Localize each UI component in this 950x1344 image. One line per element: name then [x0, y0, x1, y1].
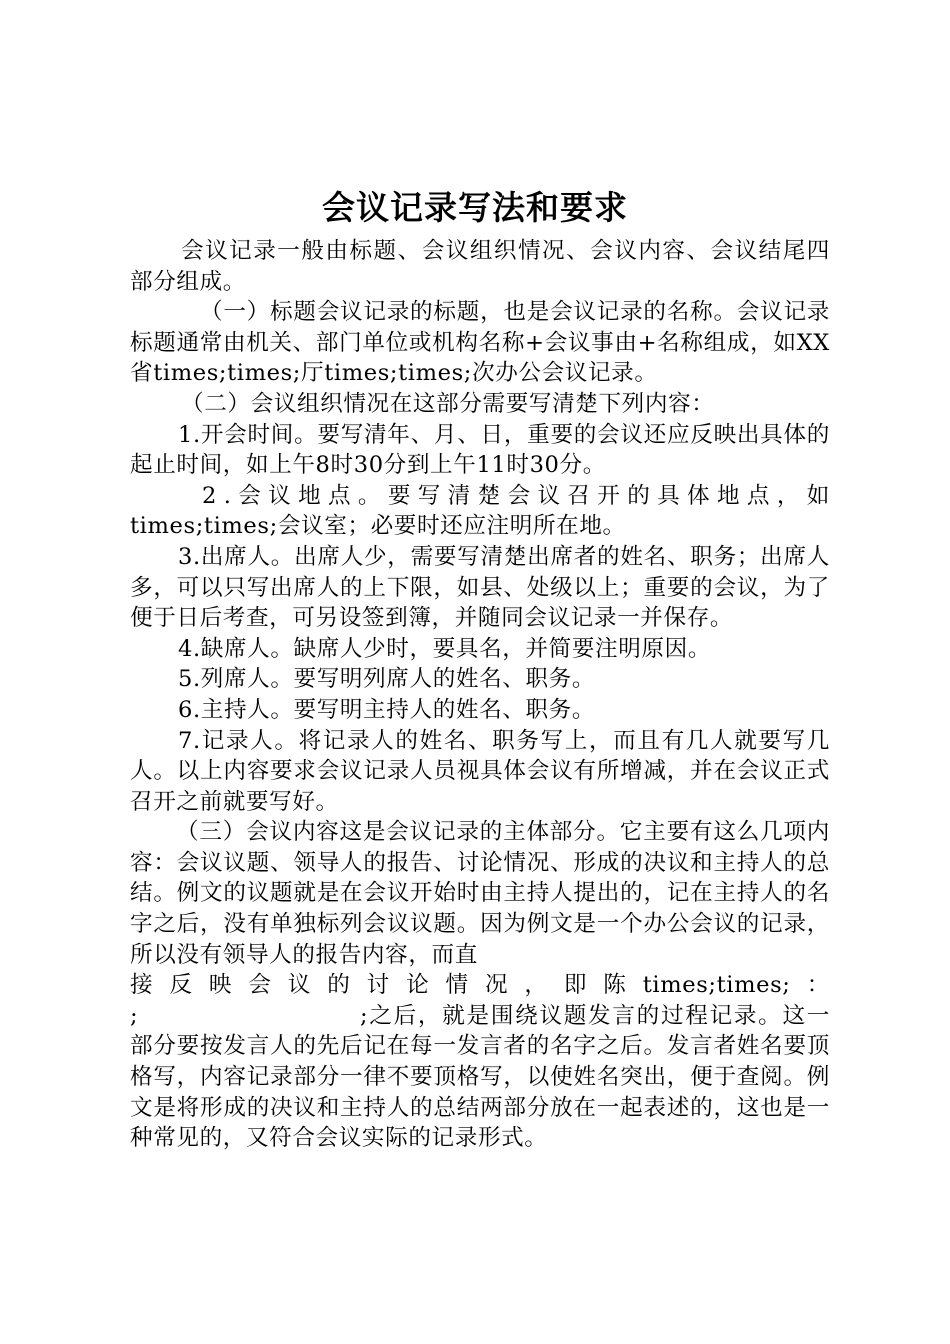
paragraph-section-3-cont: ;之后，就是围绕议题发言的过程记录。这一部分要按发言人的先后记在每一发言者的名字之后。发言者姓名要顶格写，内容记录部分一律不要顶格写，以使姓名突出，便于查阅。例文是将形成的决议和主持人的总结两部分放在一起表述的，这也是一种常见的，又符合会议实际的记录形式。 — [130, 1002, 830, 1152]
paragraph-section-3-spread — [130, 970, 830, 1001]
list-item-location — [130, 481, 830, 512]
list-item-absentees: 4.缺席人。缺席人少时，要具名，并简要注明原因。 — [178, 635, 712, 662]
location-line-char: 地 — [298, 482, 322, 509]
spread-line-token: 况 — [484, 972, 509, 999]
location-line-char: 议 — [537, 482, 561, 509]
spread-line-token: 反 — [169, 972, 193, 999]
location-line-char: 清 — [447, 482, 471, 509]
location-line-char: 写 — [417, 482, 441, 509]
location-line-char: 的 — [627, 482, 651, 509]
list-item-attendees: 3.出席人。出席人少，需要写清楚出席者的姓名、职务；出席人多，可以只写出席人的上下限，如县、处级以上；重要的会议，为了便于日后考查，可另设签到簿，并随同会议记录一并保存。 — [130, 543, 830, 632]
list-item-observers: 5.列席人。要写明列席人的姓名、职务。 — [178, 666, 596, 693]
spread-line-token: 情 — [445, 972, 469, 999]
paragraph-section-2: （二）会议组织情况在这部分需要写清楚下列内容： — [181, 390, 715, 417]
location-line-char: 如 — [806, 482, 830, 509]
location-line-char: . — [223, 482, 232, 509]
location-line-char: 召 — [567, 482, 591, 509]
spread-line-token: 议 — [287, 972, 311, 999]
location-line-char: 会 — [507, 482, 531, 509]
spread-line-token: 的 — [327, 972, 351, 999]
location-line-char: 点 — [746, 482, 771, 509]
spread-line-token: 即 — [563, 972, 588, 999]
location-line-char: 议 — [268, 482, 292, 509]
list-item-location-cont: times;times;会议室；必要时还应注明所在地。 — [130, 513, 626, 540]
spread-line-token: 映 — [208, 972, 233, 999]
location-line-char: 会 — [238, 482, 262, 509]
spread-line-token: times;times; — [642, 972, 791, 999]
spread-line-token: 接 — [130, 972, 154, 999]
location-line-char: ， — [776, 482, 801, 509]
gap-semicolon-start: ; — [130, 1002, 139, 1029]
spread-line-token: 论 — [406, 972, 430, 999]
spread-line-token: 陈 — [603, 972, 627, 999]
spread-line-token: 会 — [248, 972, 272, 999]
location-line-char: 体 — [687, 482, 711, 509]
location-line-char: 。 — [357, 482, 382, 509]
paragraph-section-1: （一）标题会议记录的标题，也是会议记录的名称。会议记录标题通常由机关、部门单位或机构名称+会议事由+名称组成，如XX省times;times;厅times;times;次办公会议记录。 — [130, 299, 830, 387]
spread-line-token: ， — [524, 972, 548, 999]
spread-line-token: ： — [806, 972, 830, 999]
list-item-time: 1.开会时间。要写清年、月、日，重要的会议还应反映出具体的起止时间，如上午8时30分到上午11时30分。 — [130, 421, 830, 479]
paragraph-section-3: （三）会议内容这是会议记录的主体部分。它主要有这么几项内容：会议议题、领导人的报告、讨论情况、形成的决议和主持人的总结。例文的议题就是在会议开始时由主持人提出的，记在主持人的名字之后，没有单独标列会议议题。因为例文是一个办公会议的记录，所以没有领导人的报告内容，而直 — [130, 819, 830, 968]
location-line-char: 2 — [202, 482, 217, 509]
location-line-char: 地 — [716, 482, 741, 509]
list-item-recorder: 7.记录人。将记录人的姓名、职务写上，而且有几人就要写几人。以上内容要求会议记录人员视具体会议有所增减，并在会议正式召开之前就要写好。 — [130, 727, 830, 815]
location-line-char: 要 — [387, 482, 412, 509]
location-line-char: 楚 — [477, 482, 501, 509]
list-item-host: 6.主持人。要写明主持人的姓名、职务。 — [178, 696, 596, 723]
paragraph-section-3-gap — [130, 1001, 830, 1032]
paragraph-intro: 会议记录一般由标题、会议组织情况、会议内容、会议结尾四部分组成。 — [130, 238, 830, 295]
document-title: 会议记录写法和要求 — [322, 188, 628, 227]
document-body — [130, 236, 830, 1154]
location-line-char: 开 — [597, 482, 621, 509]
spread-line-token: 讨 — [366, 972, 390, 999]
location-line-char: 点 — [327, 482, 352, 509]
location-line-char: 具 — [657, 482, 681, 509]
